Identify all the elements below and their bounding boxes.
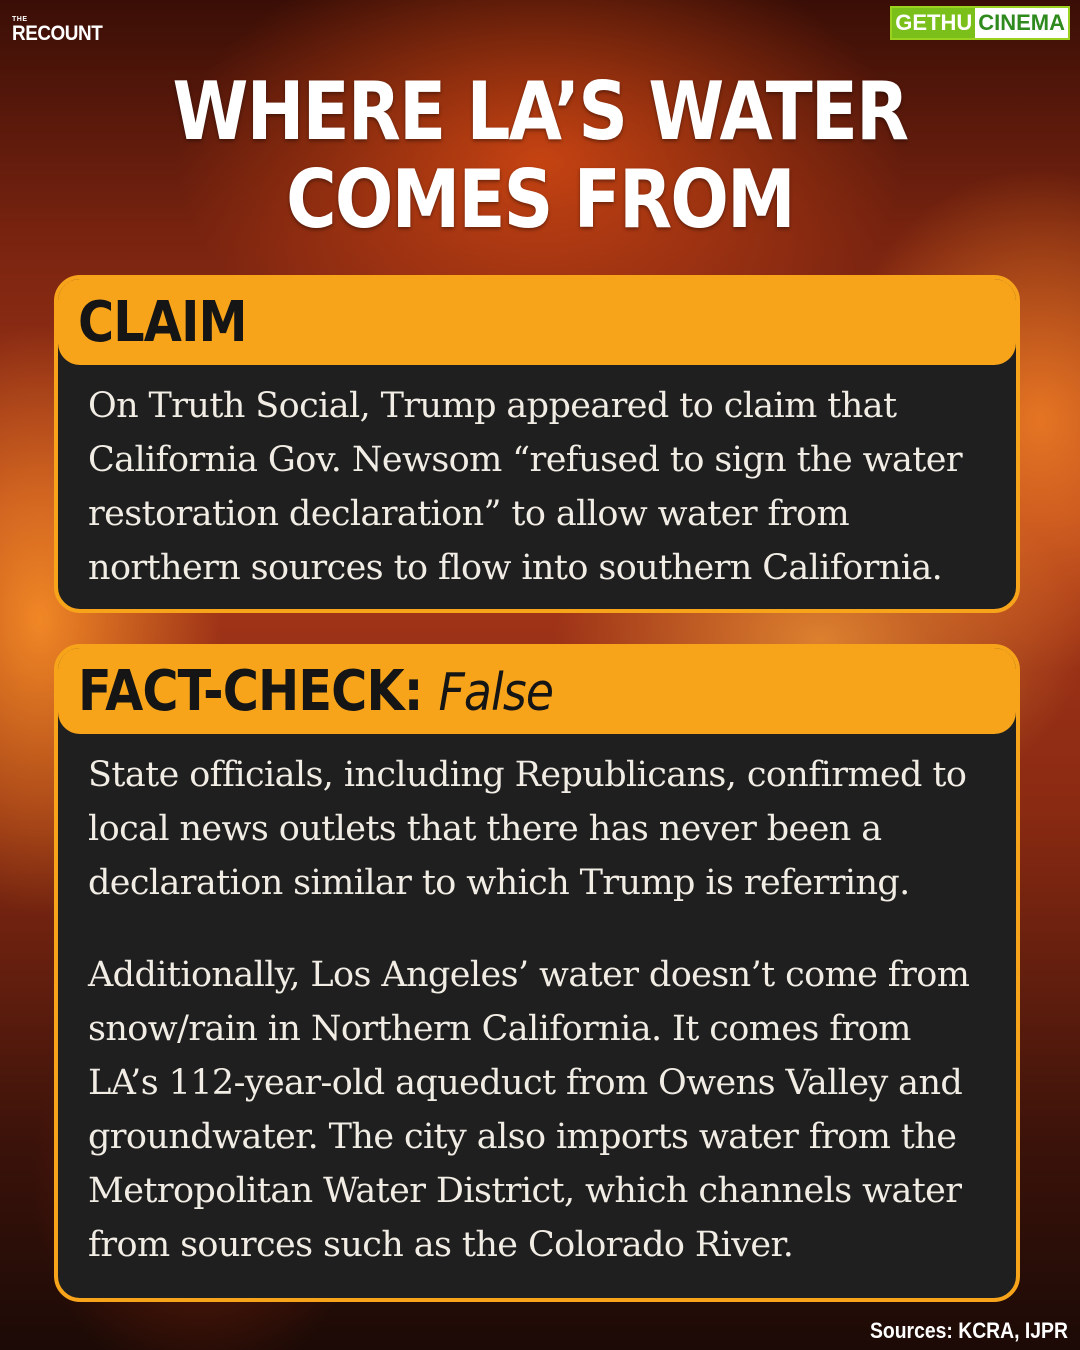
watermark-part-2: CINEMA [975,8,1068,38]
logo-top-text: THE [12,16,28,23]
fact-check-header [58,648,1016,734]
page-title [76,65,1005,246]
fact-check-label: FACT-CHECK: [78,658,423,724]
watermark-logo [890,6,1070,40]
fact-check-body [58,734,1016,1272]
fact-check-label-group [78,659,553,724]
fact-check-card [54,644,1020,1302]
watermark-part-1: GETHU [892,8,975,38]
fact-check-paragraph-2: Additionally, Los Angeles’ water doesn’t come from snow/rain in Northern California. It comes from LA’s 112-year-old aqueduct from Owens Valley and groundwater. The city also imports water from the Metropolitan Water District, which channels water from sources such as the Colorado River. [88,955,970,1265]
title-line-1: WHERE LA’S WATER [172,65,908,158]
fact-check-paragraph-1: State officials, including Republicans, confirmed to local news outlets that there has never been a declaration similar to which Trump is referring. [88,755,967,903]
claim-card [54,275,1020,613]
claim-header [58,279,1016,365]
claim-text: On Truth Social, Trump appeared to claim that California Gov. Newsom “refused to sign the water restoration declaration” to allow water from northern sources to flow into southern California. [88,386,962,588]
title-line-2: COMES FROM [286,153,794,246]
claim-body [58,365,1016,595]
logo-name: RECOUNT [12,22,103,45]
sources-credit: Sources: KCRA, IJPR [870,1318,1068,1343]
claim-label: CLAIM [78,289,247,355]
recount-logo [12,16,112,45]
fact-check-verdict: False [438,662,554,723]
